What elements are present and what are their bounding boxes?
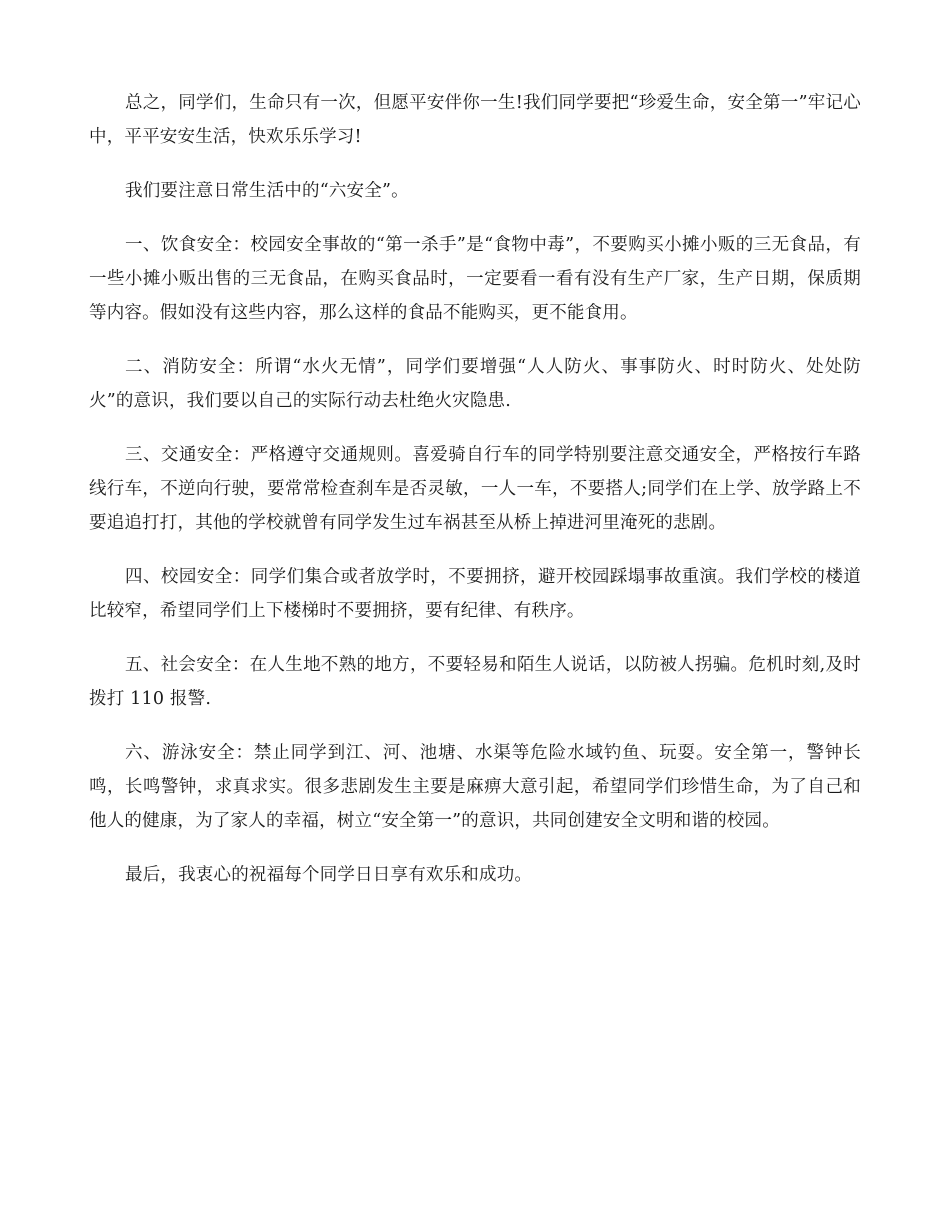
paragraph-fire-safety: 二、消防安全：所谓“水火无情”，同学们要增强“人人防火、事事防火、时时防火、处处防火”的意识，我们要以自己的实际行动去杜绝火灾隐患. <box>89 357 861 411</box>
paragraph-campus-safety: 四、校园安全：同学们集合或者放学时，不要拥挤，避开校园踩塌事故重演。我们学校的楼道比较窄，希望同学们上下楼梯时不要拥挤，要有纪律、有秩序。 <box>89 567 861 621</box>
paragraph-closing-wishes: 最后，我衷心的祝福每个同学日日享有欢乐和成功。 <box>125 865 533 885</box>
paragraph-food-safety: 一、饮食安全：校园安全事故的“第一杀手”是“食物中毒”，不要购买小摊小贩的三无食品，有一些小摊小贩出售的三无食品，在购买食品时，一定要看一看有没有生产厂家，生产日期，保质期等内容。假如没有这些内容，那么这样的食品不能购买，更不能食用。 <box>89 235 861 323</box>
paragraph-traffic-safety: 三、交通安全：严格遵守交通规则。喜爱骑自行车的同学特别要注意交通安全，严格按行车路线行车，不逆向行驶，要常常检查刹车是否灵敏，一人一车，不要搭人;同学们在上学、放学路上不要追追打打，其他的学校就曾有同学发生过车祸甚至从桥上掉进河里淹死的悲剧。 <box>89 445 861 533</box>
paragraph-swimming-safety: 六、游泳安全：禁止同学到江、河、池塘、水渠等危险水域钓鱼、玩耍。安全第一，警钟长鸣，长鸣警钟，求真求实。很多悲剧发生主要是麻痹大意引起，希望同学们珍惜生命，为了自己和他人的健康，为了家人的幸福，树立“安全第一”的意识，共同创建安全文明和谐的校园。 <box>89 743 861 831</box>
document-body <box>89 86 861 912</box>
paragraph-six-safety-intro: 我们要注意日常生活中的“六安全”。 <box>125 181 409 201</box>
paragraph-social-safety: 五、社会安全：在人生地不熟的地方，不要轻易和陌生人说话，以防被人拐骗。危机时刻,及时拨打 110 报警. <box>89 655 861 709</box>
paragraph-conclusion: 总之，同学们，生命只有一次，但愿平安伴你一生!我们同学要把“珍爱生命，安全第一”牢记心中，平平安安生活，快欢乐乐学习! <box>89 93 861 147</box>
